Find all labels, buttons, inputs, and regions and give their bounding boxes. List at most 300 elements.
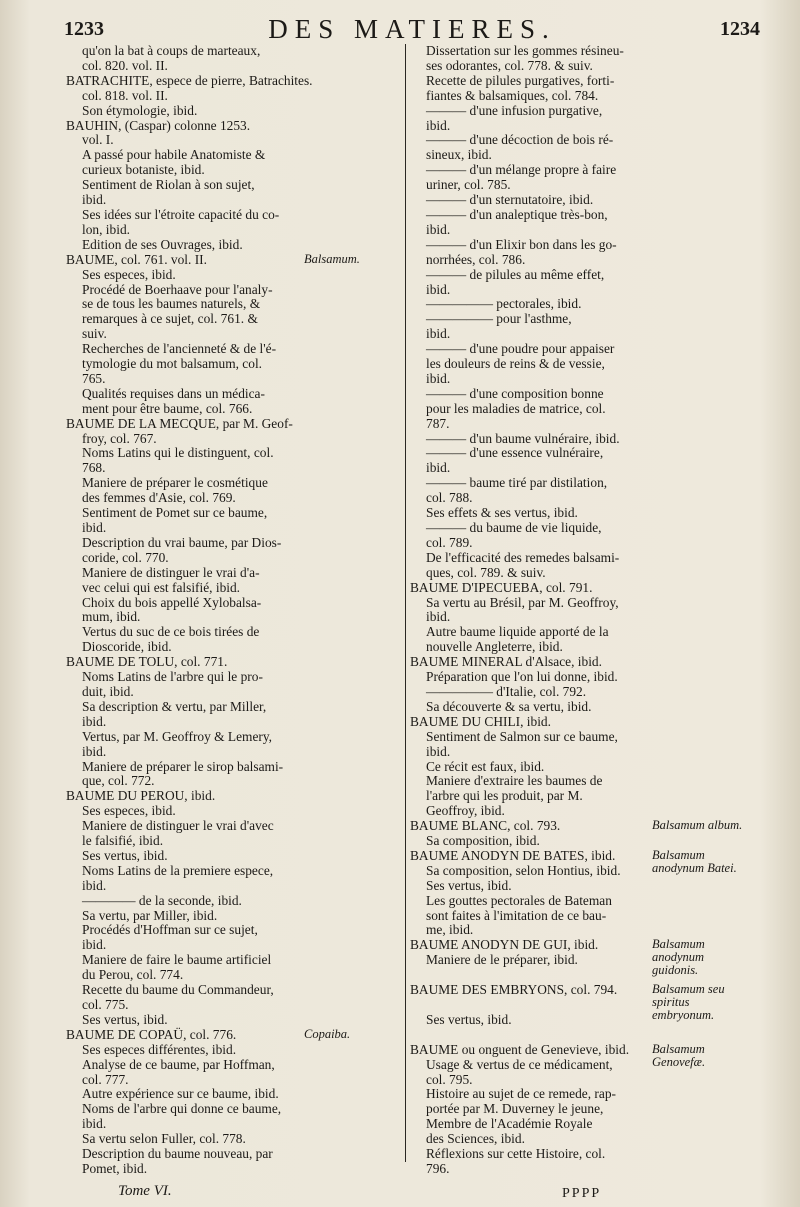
entry-text: suiv. [82,326,107,342]
volume-label: Tome VI. [118,1183,172,1199]
entry-text: Sa découverte & sa vertu, ibid. [426,698,592,714]
entry-text: Ses vertus, ibid. [426,877,512,893]
running-title: DES MATIERES. [268,14,556,44]
index-entry-line [66,760,402,775]
index-column-right [410,44,750,1177]
entry-text: Autre baume liquide apporté de la [426,624,609,640]
entry-text: Ses effets & ses vertus, ibid. [426,505,578,521]
index-entry-line [410,700,750,715]
entry-text: Sa vertu, par Miller, ibid. [82,907,218,923]
entry-text: De l'efficacité des remedes balsami- [426,549,620,565]
index-entry-line [410,208,750,223]
entry-text: Vertus du suc de ce bois tirées de [82,624,260,640]
entry-text: ibid. [82,1116,107,1132]
entry-text: Son étymologie, ibid. [82,102,198,118]
entry-text: lon, ibid. [82,221,130,237]
index-entry-line [410,1073,750,1088]
entry-text: col. 775. [82,997,129,1012]
entry-text: vol. I. [82,132,114,148]
index-entry-line [66,730,402,745]
index-entry-line [410,432,750,447]
entry-text [426,1027,429,1042]
index-entry-line [66,506,402,521]
margin-note: Balsamum Genovefæ. [652,1041,706,1069]
entry-text: ibid. [82,713,107,729]
entry-text: sont faites à l'imitation de ce bau- [426,907,607,923]
entry-text: portée par M. Duverney le jeune, [426,1101,604,1117]
entry-text: ——— du baume de vie liquide, [426,520,602,535]
entry-text: BAUME DU PEROU, ibid. [66,788,216,804]
index-entry-line [410,1117,750,1132]
entry-text: Ses idées sur l'étroite capacité du co- [82,206,280,222]
index-entry-line [66,104,402,119]
index-entry-line [66,297,402,312]
page-number-left: 1233 [64,18,104,40]
entry-text: BAUME D'IPECUEBA, col. 791. [410,579,593,595]
index-entry-line [66,461,402,476]
entry-text: pour les maladies de matrice, col. [426,400,606,416]
index-entry-line [410,834,750,849]
entry-text: BATRACHITE, espece de pierre, Batrachites. [66,72,313,88]
entry-text: Recherches de l'ancienneté & de l'é- [82,341,277,357]
entry-text: Noms Latins de l'arbre qui le pro- [82,669,263,685]
column-divider [405,44,406,1162]
entry-text: ibid. [82,877,107,893]
index-entry-line [66,521,402,536]
index-entry-line [410,864,750,879]
entry-text: Noms Latins qui le distinguent, col. [82,445,274,461]
index-entry-line [66,357,402,372]
index-entry-line [410,923,750,938]
entry-text: Sa vertu au Brésil, par M. Geoffroy, [426,594,619,610]
index-entry-line [66,596,402,611]
index-entry-line [66,432,402,447]
index-entry-line [66,551,402,566]
entry-text: ibid. [426,370,451,386]
index-entry-line [410,804,750,819]
index-entry-line [66,909,402,924]
index-entry-line [66,968,402,983]
index-entry-line [66,1117,402,1132]
index-entry-line [66,1102,402,1117]
index-entry-line [66,476,402,491]
index-entry-heading [410,715,750,730]
index-entry-line [66,983,402,998]
entry-text: Réflexions sur cette Histoire, col. [426,1146,606,1162]
index-entry-line [410,74,750,89]
entry-text: ——— d'un analeptique très-bon, [426,206,608,222]
index-entry-line [66,1058,402,1073]
entry-text: BAUHIN, (Caspar) colonne 1253. [66,117,251,133]
entry-text: ques, col. 789. & suiv. [426,564,546,580]
entry-text: Les gouttes pectorales de Bateman [426,892,612,908]
index-entry-line [66,1043,402,1058]
index-entry-line [410,357,750,372]
index-entry-line [66,953,402,968]
entry-text: Description du baume nouveau, par [82,1146,273,1162]
index-entry-line [66,44,402,59]
entry-text: BAUME DU CHILI, ibid. [410,713,551,729]
index-entry-line [410,238,750,253]
entry-text: ——— d'un sternutatoire, ibid. [426,192,594,208]
entry-text: Ses vertus, ibid. [82,847,168,863]
index-entry-line [66,610,402,625]
index-entry-line [410,193,750,208]
index-entry-line [410,446,750,461]
index-entry-line [410,745,750,760]
entry-text: BAUME ANODYN DE GUI, ibid. [410,937,599,953]
entry-text: ————— pour l'asthme, [426,311,572,327]
index-entry-line [410,372,750,387]
index-entry-line [410,998,750,1013]
entry-text: 796. [426,1160,450,1176]
entry-text: Pomet, ibid. [82,1160,148,1176]
index-entry-line [410,1087,750,1102]
entry-text: Maniere d'extraire les baumes de [426,773,603,789]
index-entry-line [410,760,750,775]
entry-text: ———— de la seconde, ibid. [82,892,242,908]
entry-text: Procédés d'Hoffman sur ce sujet, [82,922,258,938]
index-entry-line [410,163,750,178]
index-entry-line [410,1013,750,1028]
entry-text: Maniere de distinguer le vrai d'a- [82,564,260,580]
index-entry-line [66,1132,402,1147]
margin-note: Balsamum. [304,251,360,266]
entry-text: Dissertation sur les gommes résineu- [426,43,624,58]
index-entry-line [66,1073,402,1088]
index-entry-line [66,283,402,298]
entry-text: coride, col. 770. [82,549,169,565]
entry-text: sineux, ibid. [426,147,492,163]
entry-text: ses odorantes, col. 778. & suiv. [426,57,593,73]
entry-text: Choix du bois appellé Xylobalsa- [82,594,262,610]
index-entry-heading [66,119,402,134]
entry-text: duit, ibid. [82,683,134,699]
entry-text: ibid. [426,460,451,476]
index-entry-line [410,1132,750,1147]
index-entry-heading [410,581,750,596]
entry-text: fiantes & balsamiques, col. 784. [426,87,599,103]
index-entry-line [410,640,750,655]
entry-text: ——— d'une infusion purgative, [426,102,603,118]
index-entry-line [410,148,750,163]
entry-text: Analyse de ce baume, par Hoffman, [82,1056,275,1072]
index-entry-line [66,208,402,223]
entry-text: Edition de ses Ouvrages, ibid. [82,236,243,252]
entry-text: BAUME, col. 761. vol. II. [66,251,207,267]
entry-text: Ses especes différentes, ibid. [82,1041,237,1057]
index-entry-line [66,938,402,953]
entry-text: BAUME DE LA MECQUE, par M. Geof- [66,415,293,431]
index-entry-line [66,163,402,178]
index-entry-line [66,745,402,760]
entry-text: Vertus, par M. Geoffroy & Lemery, [82,728,273,744]
index-entry-line [410,223,750,238]
entry-text: qu'on la bat à coups de marteaux, [82,43,261,58]
index-entry-line [66,59,402,74]
index-entry-line [410,1162,750,1177]
index-entry-line [66,864,402,879]
index-entry-line [66,581,402,596]
index-entry-line [410,551,750,566]
margin-note: Balsamum seu spiritus embryonum. [652,982,725,1023]
entry-text: Procédé de Boerhaave pour l'analy- [82,281,273,297]
index-entry-line [410,297,750,312]
index-entry-heading [66,417,402,432]
index-entry-line [66,670,402,685]
index-entry-line [410,685,750,700]
entry-text: Description du vrai baume, par Dios- [82,534,282,550]
entry-text: BAUME BLANC, col. 793. [410,818,561,834]
entry-text: ——— d'une composition bonne [426,385,604,401]
entry-text: BAUME DES EMBRYONS, col. 794. [410,982,618,998]
entry-text: du Perou, col. 774. [82,967,184,983]
index-entry-line [66,685,402,700]
index-entry-line [410,506,750,521]
index-entry-line [66,923,402,938]
index-entry-line [66,402,402,417]
entry-text: ——— d'une poudre pour appaiser [426,341,615,357]
entry-text: BAUME DE COPAÜ, col. 776. [66,1026,237,1042]
entry-text: froy, col. 767. [82,430,157,446]
entry-text: le falsifié, ibid. [82,833,164,849]
entry-text: ibid. [82,743,107,759]
entry-text: ment pour être baume, col. 766. [82,400,253,416]
entry-text: Maniere de préparer le cosmétique [82,475,268,491]
entry-text: Ses vertus, ibid. [82,1011,168,1027]
entry-text: col. 788. [426,490,473,506]
entry-text: ibid. [426,609,451,625]
entry-text: ——— d'une décoction de bois ré- [426,132,614,148]
entry-text: des femmes d'Asie, col. 769. [82,490,236,506]
index-entry-line [66,223,402,238]
entry-text: Ses especes, ibid. [82,803,176,819]
entry-text: ibid. [82,192,107,208]
signature-mark: PPPP [562,1186,602,1201]
entry-text: col. 820. vol. II. [82,57,168,73]
index-entry-line [410,417,750,432]
index-column-left [66,44,402,1177]
entry-text: Maniere de distinguer le vrai d'avec [82,818,274,834]
index-entry-line [66,536,402,551]
entry-text: Maniere de le préparer, ibid. [426,952,578,968]
index-entry-line [410,253,750,268]
index-entry-line [410,44,750,59]
margin-note: Copaiba. [304,1026,351,1041]
entry-text: col. 795. [426,1071,473,1087]
entry-text: Histoire au sujet de ce remede, rap- [426,1086,616,1102]
index-entry-line [410,1147,750,1162]
entry-text: Sentiment de Riolan à son sujet, [82,177,255,193]
index-entry-line [66,894,402,909]
entry-text: col. 777. [82,1071,129,1087]
entry-text [426,967,429,982]
page-header [64,14,760,44]
index-entry-line [66,998,402,1013]
entry-text: vec celui qui est falsifié, ibid. [82,579,241,595]
index-entry-line [66,849,402,864]
entry-text: col. 789. [426,534,473,550]
entry-text: Ses vertus, ibid. [426,1011,512,1027]
entry-text: Sa composition, selon Hontius, ibid. [426,862,621,878]
index-entry-line [410,521,750,536]
entry-text: Noms de l'arbre qui donne ce baume, [82,1101,282,1117]
index-entry-heading [410,819,750,834]
entry-text: col. 818. vol. II. [82,87,168,103]
index-entry-line [410,387,750,402]
index-entry-line [410,670,750,685]
entry-text: 787. [426,415,450,431]
index-entry-line [66,238,402,253]
entry-text: Préparation que l'on lui donne, ibid. [426,669,618,685]
entry-text: uriner, col. 785. [426,177,511,193]
entry-text: Sa composition, ibid. [426,833,540,849]
entry-text: ————— pectorales, ibid. [426,296,582,312]
margin-note: Balsamum album. [652,818,743,833]
entry-text: Ses especes, ibid. [82,266,176,282]
index-entry-line [410,476,750,491]
entry-text: l'arbre qui les produit, par M. [426,788,583,804]
index-entry-line [410,119,750,134]
index-entry-line [66,640,402,655]
index-entry-heading [66,74,402,89]
entry-text: Usage & vertus de ce médicament, [426,1056,613,1072]
entry-text: des Sciences, ibid. [426,1131,525,1147]
entry-text: Sa description & vertu, par Miller, [82,698,267,714]
index-entry-line [410,59,750,74]
index-entry-line [410,610,750,625]
entry-text: Maniere de faire le baume artificiel [82,952,272,968]
margin-note: Balsamum anodynum Batei. [652,847,737,875]
index-entry-line [66,700,402,715]
entry-text: Qualités requises dans un médica- [82,385,265,401]
entry-text: curieux botaniste, ibid. [82,162,205,178]
index-entry-line [410,879,750,894]
index-entry-line [410,1102,750,1117]
entry-text [426,997,429,1012]
index-entry-heading [66,789,402,804]
entry-text: ibid. [82,520,107,535]
index-entry-line [410,730,750,745]
entry-text: nouvelle Angleterre, ibid. [426,639,563,655]
index-entry-line [410,774,750,789]
index-entry-line [66,372,402,387]
index-entry-line [410,312,750,327]
index-entry-line [410,342,750,357]
index-entry-line [66,566,402,581]
entry-text: Recette du baume du Commandeur, [82,982,274,998]
index-entry-line [410,596,750,611]
entry-text: tymologie du mot balsamum, col. [82,356,263,372]
entry-text: BAUME ANODYN DE BATES, ibid. [410,847,616,863]
index-entry-line [410,178,750,193]
entry-text: Maniere de préparer le sirop balsami- [82,758,284,774]
index-entry-line [66,446,402,461]
index-entry-line [410,283,750,298]
index-entry-line [410,402,750,417]
entry-text: Dioscoride, ibid. [82,639,172,655]
entry-text: ibid. [426,743,451,759]
entry-text: Sentiment de Pomet sur ce baume, [82,505,268,521]
index-entry-heading [410,655,750,670]
index-entry-line [410,268,750,283]
entry-text: ——— baume tiré par distilation, [426,475,608,491]
index-entry-line [66,268,402,283]
entry-text: ibid. [426,281,451,297]
index-entry-line [66,1147,402,1162]
index-entry-line [410,89,750,104]
index-entry-line [66,774,402,789]
index-entry-line [410,536,750,551]
index-entry-line [410,104,750,119]
entry-text: ——— d'un mélange propre à faire [426,162,617,178]
entry-text: ibid. [426,117,451,133]
index-entry-line [66,387,402,402]
entry-text: Recette de pilules purgatives, forti- [426,72,615,88]
index-entry-line [410,1058,750,1073]
index-entry-line [410,909,750,924]
entry-text: que, col. 772. [82,773,155,789]
entry-text: Membre de l'Académie Royale [426,1116,593,1132]
index-entry-line [66,879,402,894]
index-entry-line [66,1162,402,1177]
index-entry-line [66,834,402,849]
index-entry-line [66,715,402,730]
entry-text: A passé pour habile Anatomiste & [82,147,266,163]
entry-text: BAUME DE TOLU, col. 771. [66,654,228,670]
entry-text: les douleurs de reins & de vessie, [426,356,605,372]
entry-text: Noms Latins de la premiere espece, [82,862,274,878]
index-entry-heading [66,655,402,670]
entry-text: ibid. [82,937,107,953]
entry-text: ——— de pilules au même effet, [426,266,605,282]
entry-text: ————— d'Italie, col. 792. [426,683,587,699]
entry-text: Sa vertu selon Fuller, col. 778. [82,1131,246,1147]
index-entry-line [66,133,402,148]
entry-text: mum, ibid. [82,609,141,625]
index-entry-line [66,178,402,193]
index-entry-line [66,312,402,327]
index-entry-line [66,327,402,342]
index-entry-heading [66,1028,402,1043]
index-entry-line [410,461,750,476]
entry-text: BAUME MINERAL d'Alsace, ibid. [410,654,602,670]
index-entry-line [66,804,402,819]
entry-text: Sentiment de Salmon sur ce baume, [426,728,618,744]
entry-text: Ce récit est faux, ibid. [426,758,545,774]
index-entry-line [410,133,750,148]
index-entry-line [410,789,750,804]
entry-text: ibid. [426,221,451,237]
entry-text: 765. [82,370,106,386]
index-entry-line [410,1028,750,1043]
entry-text: Autre expérience sur ce baume, ibid. [82,1086,279,1102]
entry-text: 768. [82,460,106,476]
index-entry-line [410,894,750,909]
index-entry-line [66,89,402,104]
entry-text: BAUME ou onguent de Genevieve, ibid. [410,1041,630,1057]
index-entry-heading [66,253,402,268]
entry-text: ——— d'un Elixir bon dans les go- [426,236,617,252]
page-number-right: 1234 [720,18,760,40]
index-entry-line [410,968,750,983]
index-entry-line [66,625,402,640]
entry-text: ——— d'un baume vulnéraire, ibid. [426,430,620,446]
entry-text: me, ibid. [426,922,474,938]
index-entry-line [66,491,402,506]
index-entry-line [66,148,402,163]
index-entry-line [410,566,750,581]
